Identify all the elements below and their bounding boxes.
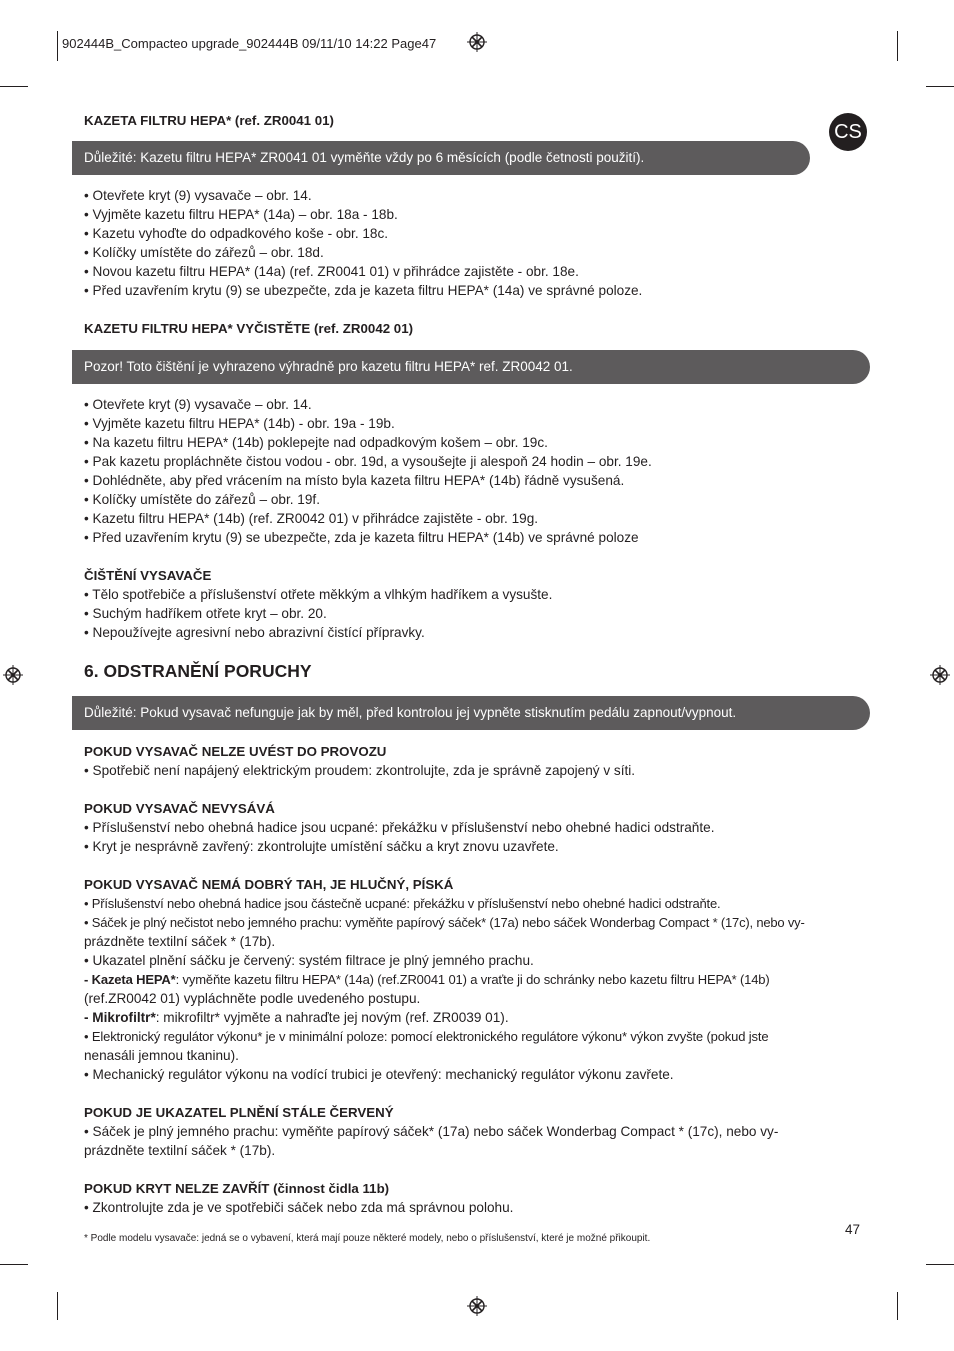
section-heading: KAZETA FILTRU HEPA* (ref. ZR0041 01) xyxy=(84,113,334,128)
page-number: 47 xyxy=(845,1222,861,1237)
registration-mark-icon xyxy=(3,665,23,685)
section-heading: POKUD VYSAVAČ NELZE UVÉST DO PROVOZU xyxy=(84,744,387,759)
crop-mark xyxy=(0,1264,28,1265)
registration-mark-icon xyxy=(467,32,487,52)
list-item xyxy=(84,972,770,987)
list-item: • Příslušenství nebo ohebná hadice jsou ucpané: překážku v příslušenství nebo ohebné hadici odstraňte. xyxy=(84,820,715,835)
crop-mark xyxy=(57,31,58,61)
list-item: • Kolíčky umístěte do zářezů – obr. 18d. xyxy=(84,245,324,260)
list-item: • Novou kazetu filtru HEPA* (14a) (ref. ZR0041 01) v přihrádce zajistěte - obr. 18e. xyxy=(84,264,579,279)
registration-mark-icon xyxy=(467,1296,487,1316)
list-item: • Kazetu vyhoďte do odpadkového koše - obr. 18c. xyxy=(84,226,389,241)
list-item: • Otevřete kryt (9) vysavače – obr. 14. xyxy=(84,397,312,412)
list-item: • Příslušenství nebo ohebná hadice jsou částečně ucpané: překážku v příslušenství nebo ohebné hadici odstraňte. xyxy=(84,896,721,911)
registration-mark-icon xyxy=(930,665,950,685)
list-item: • Kolíčky umístěte do zářezů – obr. 19f. xyxy=(84,492,320,507)
note-bar: Důležité: Pokud vysavač nefunguje jak by měl, před kontrolou jej vypněte stisknutím pedálu zapnout/vypnout. xyxy=(72,696,870,730)
list-item: • Před uzavřením krytu (9) se ubezpečte, zda je kazeta filtru HEPA* (14a) ve správné poloze. xyxy=(84,283,643,298)
section-heading: POKUD JE UKAZATEL PLNĚNÍ STÁLE ČERVENÝ xyxy=(84,1105,394,1120)
crop-mark xyxy=(926,86,954,87)
list-item: • Pak kazetu propláchněte čistou vodou - obr. 19d, a vysoušejte ji alespoň 24 hodin – obr. 19e. xyxy=(84,454,652,469)
section-heading: ČIŠTĚNÍ VYSAVAČE xyxy=(84,568,212,583)
list-item: • Zkontrolujte zda je ve spotřebiči sáček nebo zda má správnou polohu. xyxy=(84,1200,514,1215)
crop-mark xyxy=(57,1292,58,1320)
footnote: * Podle modelu vysavače: jedná se o vybavení, která mají pouze některé modely, nebo o příslušenství, které je možné přikoupit. xyxy=(84,1233,651,1244)
list-item xyxy=(84,1010,509,1025)
bold-lead: - Kazeta HEPA* xyxy=(84,972,176,987)
section-heading: POKUD KRYT NELZE ZAVŘÍT (činnost čidla 11b) xyxy=(84,1181,390,1196)
list-item: • Dohlédněte, aby před vrácením na místo byla kazeta filtru HEPA* (14b) řádně vysušená. xyxy=(84,473,625,488)
list-item: prázdněte textilní sáček * (17b). xyxy=(84,934,276,949)
crop-mark xyxy=(897,1292,898,1320)
list-item: • Mechanický regulátor výkonu na vodící trubici je otevřený: mechanický regulátor výkonu zavřete. xyxy=(84,1067,674,1082)
list-item: • Před uzavřením krytu (9) se ubezpečte, zda je kazeta filtru HEPA* (14b) ve správné poloze xyxy=(84,530,639,545)
section-heading: POKUD VYSAVAČ NEVYSÁVÁ xyxy=(84,801,275,816)
chapter-title: 6. ODSTRANĚNÍ PORUCHY xyxy=(84,661,312,681)
list-item: • Nepoužívejte agresivní nebo abrazivní čistící přípravky. xyxy=(84,625,425,640)
note-bar: Důležité: Kazetu filtru HEPA* ZR0041 01 vyměňte vždy po 6 měsících (podle četnosti použití). xyxy=(72,141,810,175)
list-item: • Kryt je nesprávně zavřený: zkontrolujte umístění sáčku a kryt znovu uzavřete. xyxy=(84,839,559,854)
list-item: • Sáček je plný nečistot nebo jemného prachu: vyměňte papírový sáček* (17a) nebo sáček Wonderbag Compact * (17c), nebo vy- xyxy=(84,915,805,930)
bold-lead: - Mikrofiltr* xyxy=(84,1010,156,1025)
list-item: • Otevřete kryt (9) vysavače – obr. 14. xyxy=(84,188,312,203)
crop-mark xyxy=(926,1264,954,1265)
list-item-text: : mikrofiltr* vyjměte a nahraďte jej novým (ref. ZR0039 01). xyxy=(155,1010,509,1025)
list-item: • Na kazetu filtru HEPA* (14b) poklepejte nad odpadkovým košem – obr. 19c. xyxy=(84,435,548,450)
crop-mark xyxy=(0,86,28,87)
list-item: prázdněte textilní sáček * (17b). xyxy=(84,1143,276,1158)
list-item: • Vyjměte kazetu filtru HEPA* (14b) - obr. 19a - 19b. xyxy=(84,416,395,431)
print-slug: 902444B_Compacteo upgrade_902444B 09/11/10 14:22 Page47 xyxy=(62,36,437,51)
list-item: • Sáček je plný jemného prachu: vyměňte papírový sáček* (17a) nebo sáček Wonderbag Compact * (17c), nebo vy- xyxy=(84,1124,779,1139)
list-item: • Elektronický regulátor výkonu* je v minimální poloze: pomocí elektronického regulátore výkonu* výkon zvyšte (pokud jste xyxy=(84,1029,769,1044)
list-item: nenasáli jemnou tkaninu). xyxy=(84,1048,239,1063)
list-item: • Ukazatel plnění sáčku je červený: systém filtrace je plný jemného prachu. xyxy=(84,953,534,968)
list-item: • Suchým hadříkem otřete kryt – obr. 20. xyxy=(84,606,327,621)
list-item-text: : vyměňte kazetu filtru HEPA* (14a) (ref.ZR0041 01) a vraťte ji do schránky nebo kazetu filtru HEPA* (14b) xyxy=(175,972,770,987)
section-heading: KAZETU FILTRU HEPA* VYČISTĚTE (ref. ZR0042 01) xyxy=(84,321,414,336)
section-heading: POKUD VYSAVAČ NEMÁ DOBRÝ TAH, JE HLUČNÝ, PÍSKÁ xyxy=(84,877,454,892)
note-bar: Pozor! Toto čištění je vyhrazeno výhradně pro kazetu filtru HEPA* ref. ZR0042 01. xyxy=(72,350,870,384)
crop-mark xyxy=(897,31,898,61)
list-item: • Kazetu filtru HEPA* (14b) (ref. ZR0042 01) v přihrádce zajistěte - obr. 19g. xyxy=(84,511,539,526)
list-item: (ref.ZR0042 01) vypláchněte podle uvedeného postupu. xyxy=(84,991,421,1006)
language-badge: CS xyxy=(829,113,867,151)
list-item: • Tělo spotřebiče a příslušenství otřete měkkým a vlhkým hadříkem a vysušte. xyxy=(84,587,553,602)
list-item: • Vyjměte kazetu filtru HEPA* (14a) – obr. 18a - 18b. xyxy=(84,207,398,222)
list-item: • Spotřebič není napájený elektrickým proudem: zkontrolujte, zda je správně zapojený v síti. xyxy=(84,763,636,778)
